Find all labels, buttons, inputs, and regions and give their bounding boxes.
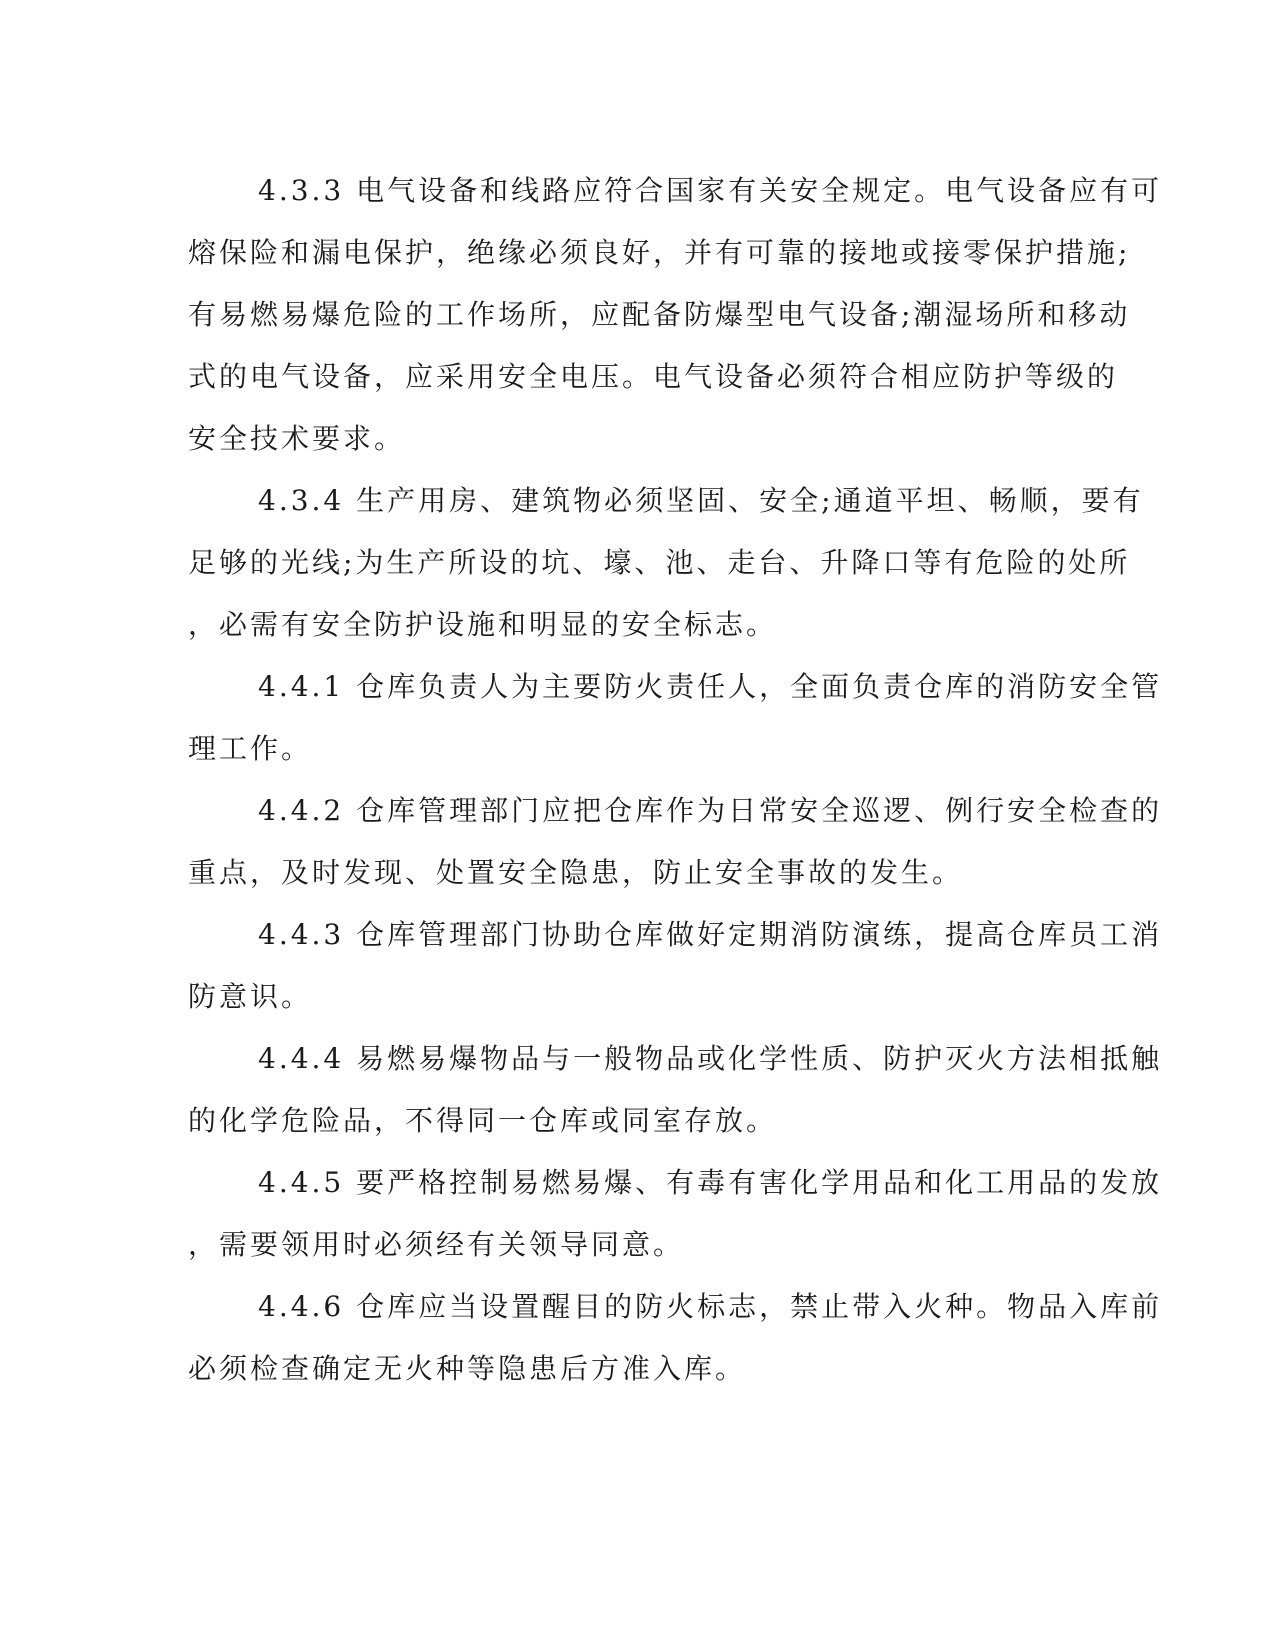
clause-4-4-1 <box>188 656 1163 780</box>
clause-4-4-3 <box>188 904 1163 1028</box>
text-line: 熔保险和漏电保护，绝缘必须良好，并有可靠的接地或接零保护措施; <box>188 236 1131 269</box>
clause-4-3-4 <box>188 470 1144 656</box>
text-line: 4.3.4 生产用房、建筑物必须坚固、安全;通道平坦、畅顺，要有 <box>258 484 1144 517</box>
clause-4-3-3 <box>188 160 1163 470</box>
text-line: 4.4.3 仓库管理部门协助仓库做好定期消防演练，提高仓库员工消 <box>258 918 1163 951</box>
clause-4-4-2 <box>188 780 1163 904</box>
text-line: 4.4.4 易燃易爆物品与一般物品或化学性质、防护灭火方法相抵触 <box>258 1042 1163 1075</box>
text-line: 式的电气设备，应采用安全电压。电气设备必须符合相应防护等级的 <box>188 360 1119 393</box>
text-line: 防意识。 <box>188 980 313 1013</box>
clause-4-4-5 <box>188 1152 1163 1276</box>
text-line: 4.4.2 仓库管理部门应把仓库作为日常安全巡逻、例行安全检查的 <box>258 794 1163 827</box>
text-line: 必须检查确定无火种等隐患后方准入库。 <box>188 1352 747 1385</box>
text-line: 有易燃易爆危险的工作场所，应配备防爆型电气设备;潮湿场所和移动 <box>188 298 1131 331</box>
text-line: ，必需有安全防护设施和明显的安全标志。 <box>188 608 778 641</box>
clause-4-4-4 <box>188 1028 1163 1152</box>
text-line: 足够的光线;为生产所设的坑、壕、池、走台、升降口等有危险的处所 <box>188 546 1131 579</box>
text-line: 理工作。 <box>188 732 313 765</box>
text-line: 4.4.6 仓库应当设置醒目的防火标志，禁止带入火种。物品入库前 <box>258 1290 1163 1323</box>
text-line: 4.3.3 电气设备和线路应符合国家有关安全规定。电气设备应有可 <box>258 174 1163 207</box>
document-body <box>188 160 1163 1400</box>
clause-4-4-6 <box>188 1276 1163 1400</box>
text-line: 安全技术要求。 <box>188 422 406 455</box>
text-line: ，需要领用时必须经有关领导同意。 <box>188 1228 685 1261</box>
text-line: 重点，及时发现、处置安全隐患，防止安全事故的发生。 <box>188 856 964 889</box>
text-line: 4.4.1 仓库负责人为主要防火责任人，全面负责仓库的消防安全管 <box>258 670 1163 703</box>
text-line: 的化学危险品，不得同一仓库或同室存放。 <box>188 1104 778 1137</box>
text-line: 4.4.5 要严格控制易燃易爆、有毒有害化学用品和化工用品的发放 <box>258 1166 1163 1199</box>
